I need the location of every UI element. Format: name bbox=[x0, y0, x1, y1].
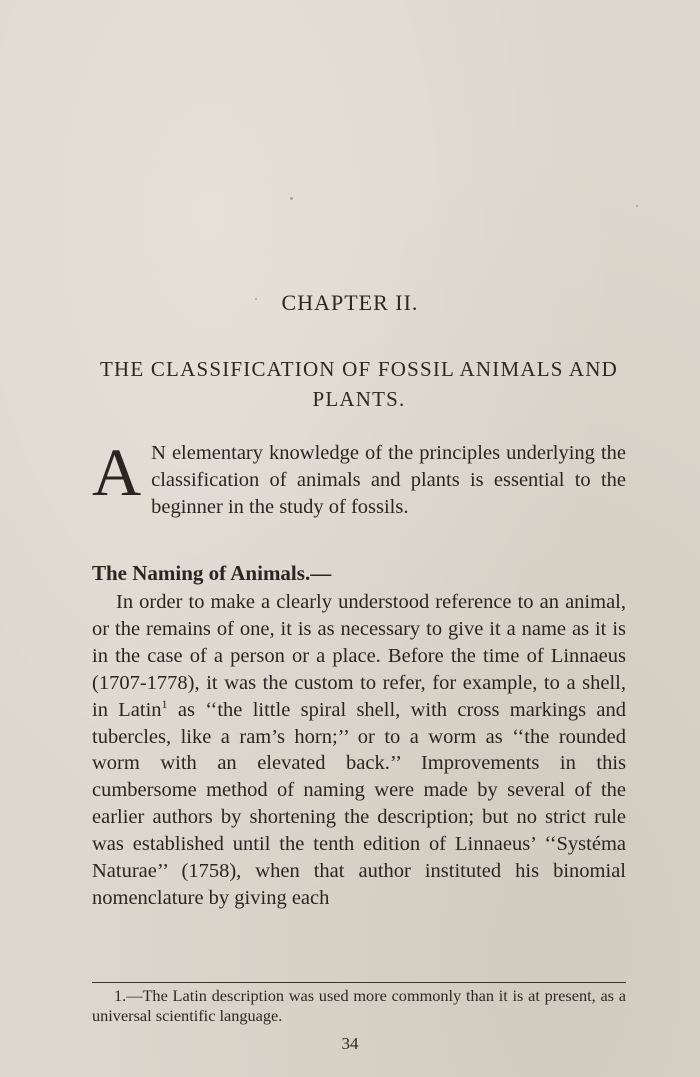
intro-paragraph bbox=[92, 434, 626, 521]
chapter-label: CHAPTER II. bbox=[281, 290, 419, 315]
page-speck bbox=[636, 205, 638, 207]
drop-cap: A bbox=[92, 434, 142, 510]
section-heading: The Naming of Animals.— bbox=[92, 561, 332, 585]
page-speck bbox=[290, 197, 293, 200]
page-number: 34 bbox=[341, 1034, 359, 1053]
main-text-part2: as ‘‘the little spiral shell, with cross markings and tubercles, like a ram’s horn;’’ or to a worm as ‘‘the rounded worm with an elevated back.’’ Improvements in this cumbersome method of naming were made by several of the earlier authors by shortening the description; but no strict rule was established until the tenth edition of Linnaeus’ ‘‘Systéma Naturae’’ (1758), when that author instituted his binomial nomenclature by giving each bbox=[92, 698, 627, 909]
main-paragraph bbox=[92, 589, 626, 912]
main-text-part1: In order to make a clearly understood reference to an animal, or the remains of one, it is as necessary to give it a name as it is in the case of a person or a place. Before the time of Linnaeus (1707-1778), it was the custom to refer, for example, to a shell, in Latin bbox=[92, 591, 626, 721]
chapter-title: THE CLASSIFICATION OF FOSSIL ANIMALS AND PLANTS. bbox=[99, 357, 619, 411]
footnote-reference: 1 bbox=[161, 696, 168, 711]
footnote: 1.—The Latin description was used more commonly than it is at present, as a universal scientific language. bbox=[92, 986, 626, 1025]
footnote-divider bbox=[92, 982, 626, 983]
intro-text: N elementary knowledge of the principles underlying the classification of animals and plants is essential to the beginner in the study of fossils. bbox=[151, 442, 626, 518]
